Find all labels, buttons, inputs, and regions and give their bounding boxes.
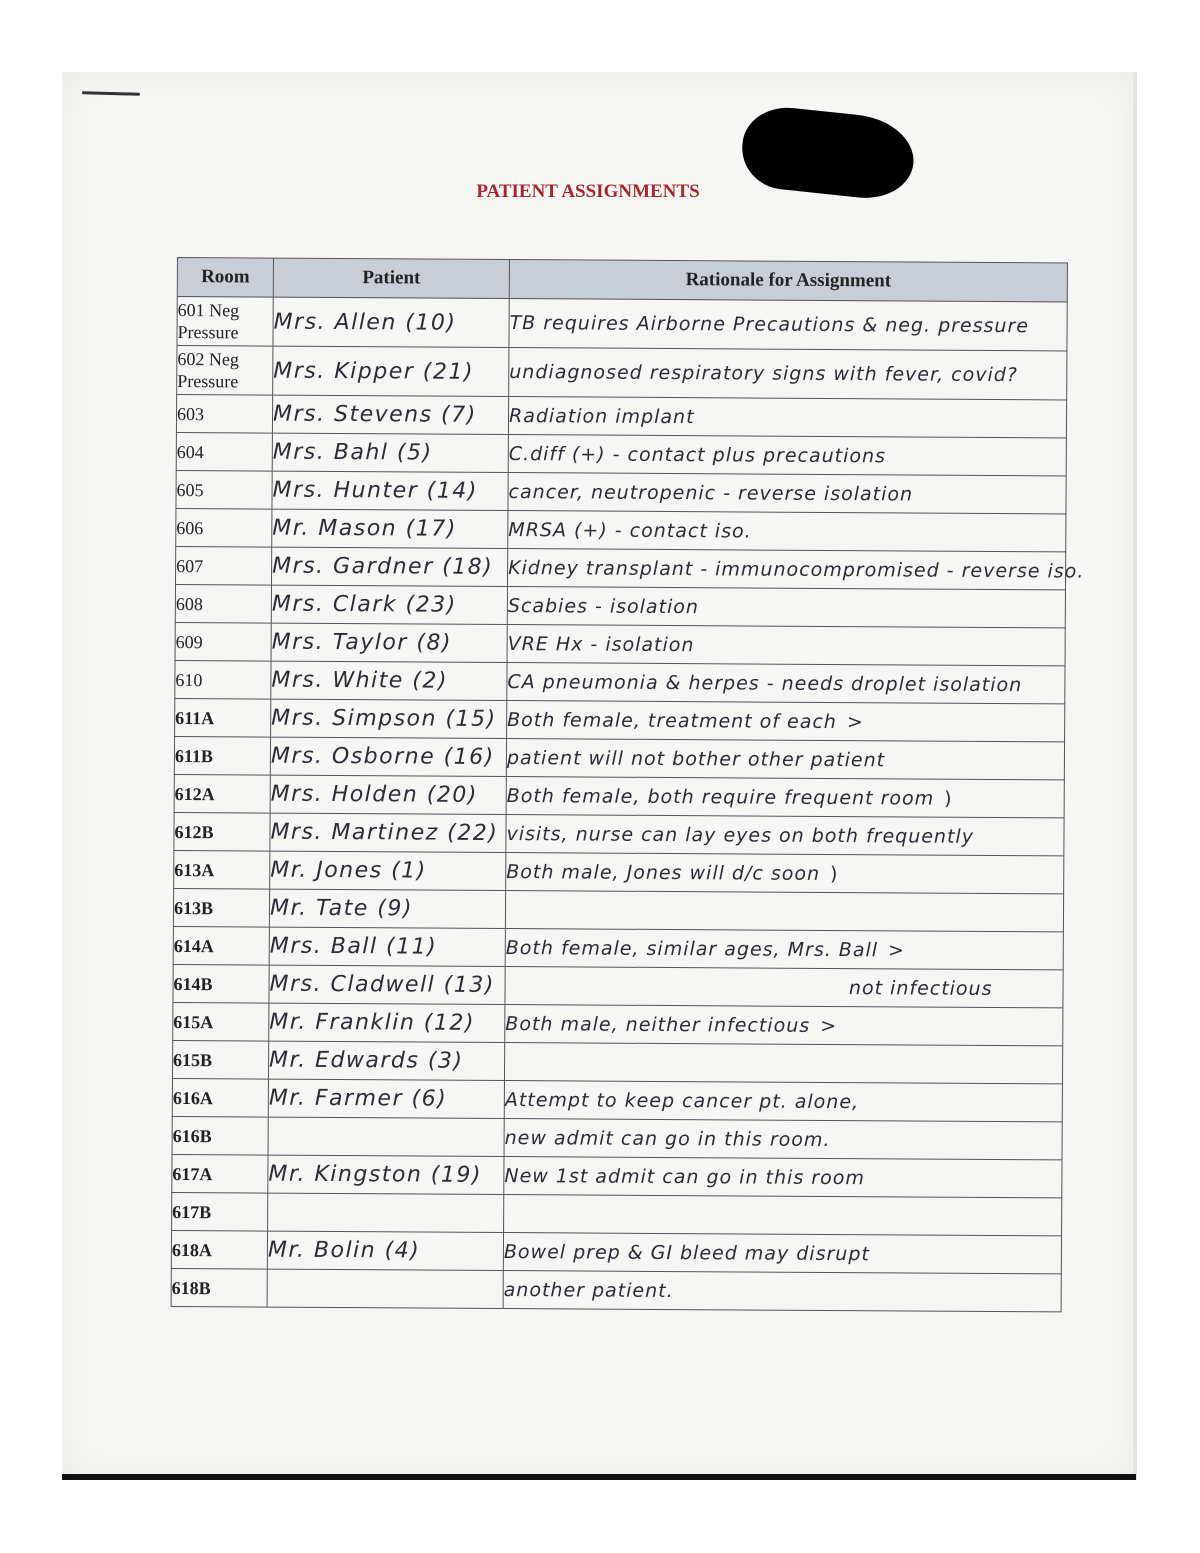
- room-cell: 606: [176, 508, 272, 547]
- rationale-cell: another patient.: [503, 1271, 1061, 1312]
- rationale-cell: [505, 929, 1063, 970]
- table-row: [174, 812, 1064, 855]
- patient-cell: Mrs. White (2): [271, 661, 507, 700]
- rationale-cell: MRSA (+) - contact iso.: [508, 511, 1066, 552]
- room-cell: 616A: [172, 1078, 268, 1117]
- patient-cell: [268, 1117, 504, 1156]
- rationale-cell: TB requires Airborne Precautions & neg. pressure: [509, 299, 1067, 351]
- rationale-cell: C.diff (+) - contact plus precautions: [508, 435, 1066, 476]
- patient-cell: Mrs. Osborne (16): [270, 737, 506, 776]
- room-cell: 613A: [174, 850, 270, 889]
- patient-cell: Mrs. Stevens (7): [272, 395, 508, 434]
- patient-cell: Mrs. Hunter (14): [272, 471, 508, 510]
- arrow-icon: >: [846, 710, 864, 733]
- rationale-text: Both female, both require frequent room: [506, 784, 935, 810]
- rationale-cell: [507, 701, 1065, 742]
- table-row: [176, 395, 1066, 438]
- rationale-cell: CA pneumonia & herpes - needs droplet isolation: [507, 663, 1065, 704]
- patient-cell: Mrs. Kipper (21): [273, 346, 509, 396]
- patient-cell: Mrs. Holden (20): [270, 775, 506, 814]
- table-row: [176, 508, 1066, 551]
- room-cell: 607: [175, 546, 271, 585]
- room-cell: 608: [175, 584, 271, 623]
- room-cell: 603: [176, 395, 272, 434]
- table-row: [172, 1078, 1062, 1121]
- table-row: [177, 346, 1067, 400]
- patient-cell: Mr. Tate (9): [269, 889, 505, 928]
- table-row: [173, 964, 1063, 1007]
- table-row: [172, 1154, 1062, 1197]
- rationale-cell: [506, 777, 1064, 818]
- paper-bottom-edge: [62, 1474, 1136, 1480]
- patient-cell: Mrs. Allen (10): [273, 297, 509, 347]
- rationale-cell: not infectious: [505, 967, 1063, 1008]
- patient-cell: [267, 1269, 503, 1308]
- room-cell: 611B: [174, 736, 270, 775]
- arrow-icon: ): [944, 787, 953, 810]
- arrow-icon: >: [888, 938, 906, 961]
- table-row: [173, 1002, 1063, 1045]
- room-cell: 605: [176, 470, 272, 509]
- rationale-cell: [505, 891, 1063, 932]
- rationale-cell: VRE Hx - isolation: [507, 625, 1065, 666]
- table-row: [172, 1192, 1062, 1235]
- room-cell: 614B: [173, 964, 269, 1003]
- rationale-cell: visits, nurse can lay eyes on both frequently: [506, 815, 1064, 856]
- table-row: [173, 926, 1063, 969]
- room-cell: 615A: [173, 1002, 269, 1041]
- arrow-icon: >: [820, 1014, 838, 1037]
- rationale-cell: patient will not bother other patient: [506, 739, 1064, 780]
- rationale-cell: New 1st admit can go in this room: [504, 1157, 1062, 1198]
- room-cell: 611A: [175, 698, 271, 737]
- rationale-cell: [504, 1195, 1062, 1236]
- table-row: [175, 546, 1065, 589]
- table-row: [172, 1116, 1062, 1159]
- patient-cell: Mrs. Bahl (5): [272, 433, 508, 472]
- rationale-cell: Kidney transplant - immunocompromised - reverse iso.: [507, 549, 1065, 590]
- room-cell: 614A: [173, 926, 269, 965]
- table-header-row: [177, 258, 1067, 302]
- room-cell: 604: [176, 432, 272, 471]
- paper-edge: [1133, 72, 1137, 1480]
- patient-cell: Mrs. Ball (11): [269, 927, 505, 966]
- rationale-cell: [506, 853, 1064, 894]
- table-row: [176, 470, 1066, 513]
- patient-cell: Mr. Kingston (19): [268, 1155, 504, 1194]
- patient-cell: Mrs. Gardner (18): [271, 547, 507, 586]
- table-row: [174, 736, 1064, 779]
- room-cell: 617B: [172, 1192, 268, 1231]
- rationale-text: Both female, treatment of each: [507, 708, 837, 733]
- table-row: [171, 1230, 1061, 1273]
- table-row: [175, 660, 1065, 703]
- room-cell: 612B: [174, 812, 270, 851]
- assignment-table: [171, 257, 1085, 1312]
- rationale-text: Both male, neither infectious: [505, 1012, 811, 1037]
- room-cell: 612A: [174, 774, 270, 813]
- table-row: [171, 1268, 1061, 1311]
- rationale-cell: undiagnosed respiratory signs with fever, covid?: [509, 348, 1067, 400]
- patient-cell: [268, 1193, 504, 1232]
- room-cell: 609: [175, 622, 271, 661]
- rationale-text: Both male, Jones will d/c soon: [506, 860, 821, 885]
- rationale-cell: [504, 1043, 1062, 1084]
- room-cell: 617A: [172, 1154, 268, 1193]
- patient-cell: Mr. Franklin (12): [269, 1003, 505, 1042]
- table-row: [175, 584, 1065, 627]
- table-row: [174, 774, 1064, 817]
- header-rationale: Rationale for Assignment: [509, 260, 1067, 302]
- table-row: [173, 888, 1063, 931]
- rationale-cell: Attempt to keep cancer pt. alone,: [504, 1081, 1062, 1122]
- patient-cell: Mrs. Cladwell (13): [269, 965, 505, 1004]
- room-cell: 602 Neg Pressure: [177, 346, 273, 396]
- room-cell: 610: [175, 660, 271, 699]
- room-cell: 601 Neg Pressure: [177, 297, 273, 347]
- table-row: [172, 1040, 1062, 1083]
- rationale-cell: cancer, neutropenic - reverse isolation: [508, 473, 1066, 514]
- room-cell: 613B: [173, 888, 269, 927]
- table-row: [174, 850, 1064, 893]
- room-cell: 618A: [171, 1230, 267, 1269]
- patient-cell: Mrs. Clark (23): [271, 585, 507, 624]
- rationale-text: Both female, similar ages, Mrs. Ball: [505, 936, 879, 961]
- header-patient: Patient: [273, 258, 509, 298]
- table-row: [176, 432, 1066, 475]
- patient-cell: Mr. Farmer (6): [268, 1079, 504, 1118]
- table-row: [177, 297, 1067, 351]
- rationale-cell: Radiation implant: [508, 397, 1066, 438]
- arrow-icon: ): [830, 862, 839, 885]
- patient-cell: Mr. Jones (1): [270, 851, 506, 890]
- patient-cell: Mr. Mason (17): [272, 509, 508, 548]
- patient-cell: Mrs. Simpson (15): [271, 699, 507, 738]
- patient-cell: Mr. Edwards (3): [268, 1041, 504, 1080]
- rationale-cell: [505, 1005, 1063, 1046]
- rationale-cell: new admit can go in this room.: [504, 1119, 1062, 1160]
- rationale-cell: Bowel prep & GI bleed may disrupt: [503, 1233, 1061, 1274]
- header-room: Room: [177, 258, 273, 298]
- room-cell: 618B: [171, 1268, 267, 1307]
- room-cell: 616B: [172, 1116, 268, 1155]
- page-title: PATIENT ASSIGNMENTS: [476, 181, 700, 202]
- table-row: [175, 622, 1065, 665]
- rationale-cell: Scabies - isolation: [507, 587, 1065, 628]
- room-cell: 615B: [172, 1040, 268, 1079]
- table-row: [175, 698, 1065, 741]
- patient-cell: Mr. Bolin (4): [267, 1231, 503, 1270]
- patient-cell: Mrs. Taylor (8): [271, 623, 507, 662]
- patient-cell: Mrs. Martinez (22): [270, 813, 506, 852]
